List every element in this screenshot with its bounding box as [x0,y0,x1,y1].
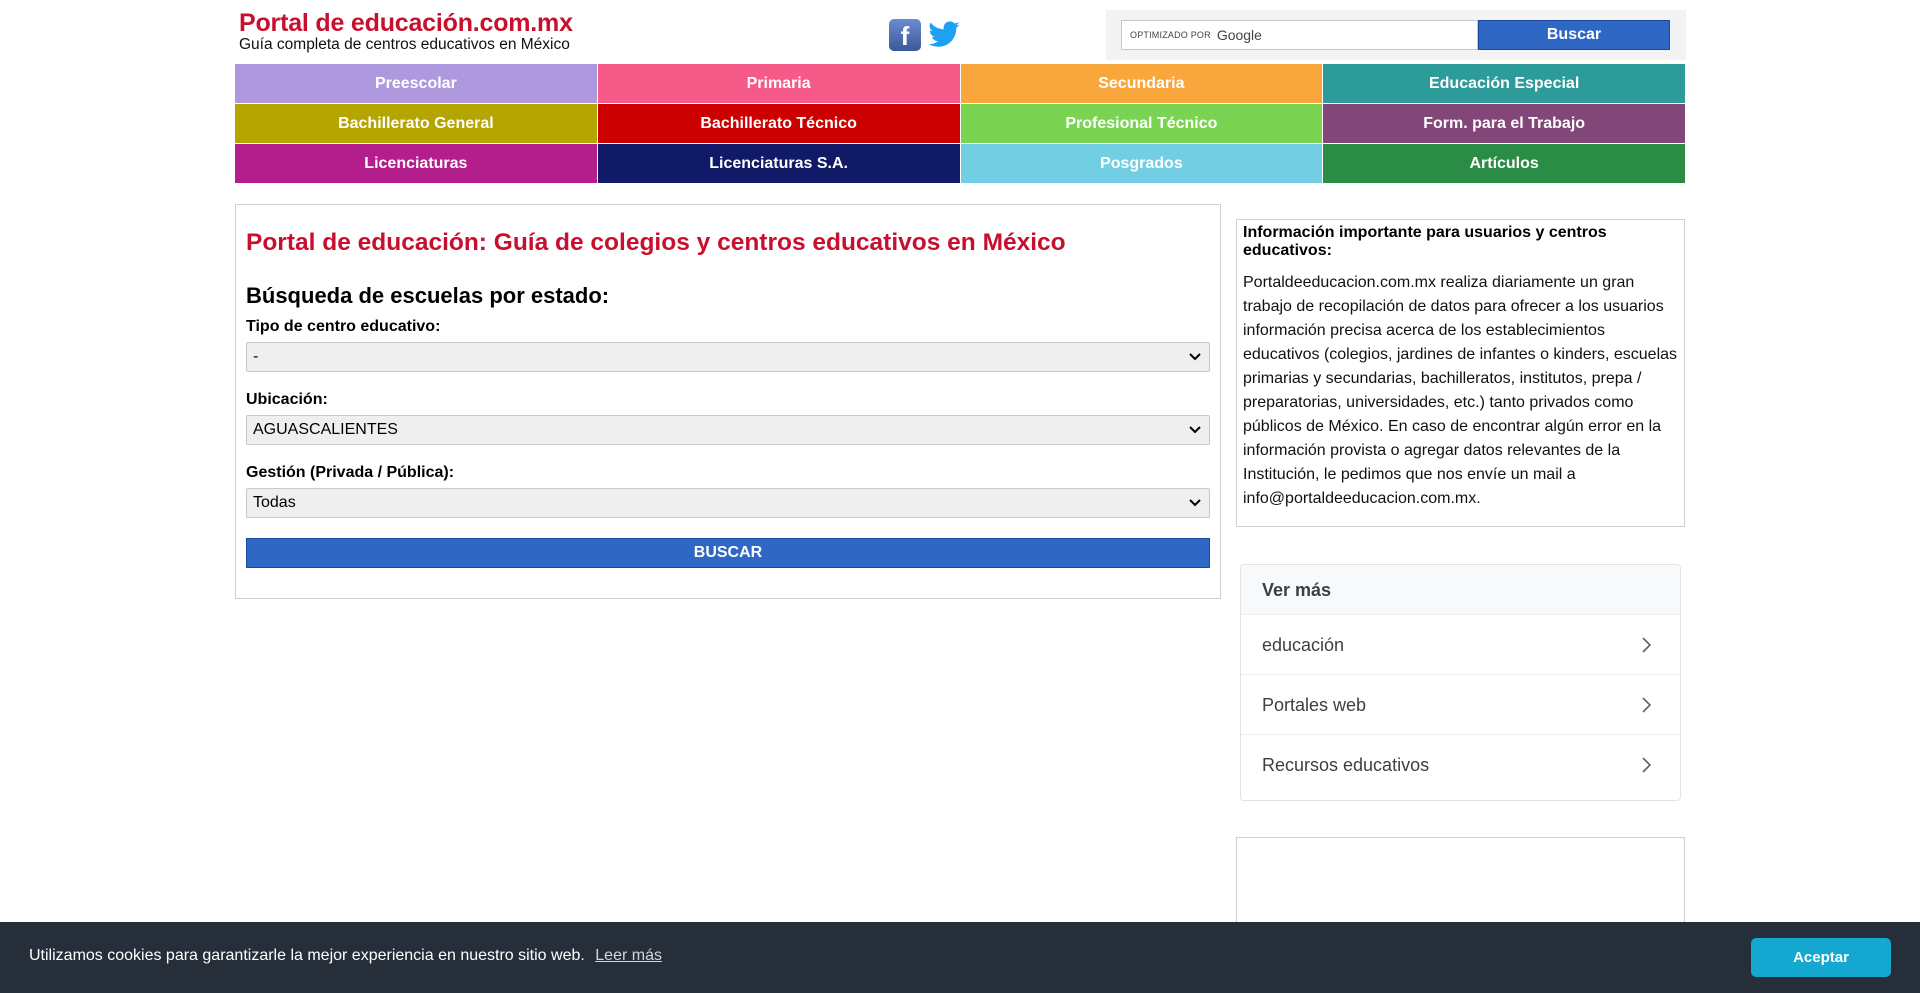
site-logo[interactable] [239,10,573,54]
accept-cookies-button[interactable]: Aceptar [1751,938,1891,977]
info-body: Portaldeeducacion.com.mx realiza diariamente un gran trabajo de recopilación de datos para ofrecer a los usuarios información precisa acerca de los establecimientos educativos (colegios, jardines de infantes o kinders, escuelas primarias y secundarias, bachilleratos, institutos, prepa / preparatorias, universidades, etc.) tanto privados como públicos de México. En caso de encontrar algún error en la información provista o agregar datos relevantes de la Institución, le pedimos que nos envíe un mail a info@portaldeeducacion.com.mx. [1243,274,1678,507]
type-label: Tipo de centro educativo: [246,318,441,335]
page-title: Portal de educación: Guía de colegios y centros educativos en México [246,229,1066,256]
search-button[interactable]: Buscar [1478,20,1670,50]
location-select[interactable] [246,415,1210,445]
location-select-value: AGUASCALIENTES [253,421,398,438]
related-link-label: Recursos educativos [1262,755,1430,775]
search-input[interactable] [1121,20,1478,50]
search-heading: Búsqueda de escuelas por estado: [246,283,610,308]
nav-item-educación-especial[interactable]: Educación Especial [1323,64,1685,103]
nav-item-bachillerato-técnico[interactable]: Bachillerato Técnico [598,104,960,143]
cookie-banner [0,922,1920,993]
search-panel [235,204,1221,599]
type-select-value: - [253,348,259,365]
cookie-learn-more-link[interactable]: Leer más [595,947,662,964]
chevron-down-icon [1187,348,1203,364]
type-select[interactable] [246,342,1210,372]
nav-item-secundaria[interactable]: Secundaria [961,64,1323,103]
header [235,0,1685,64]
related-link-label: educación [1262,635,1345,655]
nav-item-form-para-el-trabajo[interactable]: Form. para el Trabajo [1323,104,1685,143]
nav-item-posgrados[interactable]: Posgrados [961,144,1323,183]
nav-item-primaria[interactable]: Primaria [598,64,960,103]
management-select[interactable] [246,488,1210,518]
info-title: Información importante para usuarios y centros educativos: [1243,224,1607,259]
related-link-item[interactable] [1241,675,1680,735]
management-select-value: Todas [253,494,296,511]
management-label: Gestión (Privada / Pública): [246,464,455,481]
chevron-down-icon [1187,421,1203,437]
chevron-down-icon [1187,494,1203,510]
google-logo: Google [1216,27,1262,43]
cookie-text: Utilizamos cookies para garantizarle la mejor experiencia en nuestro sitio web. [29,947,585,964]
social-links [889,18,961,52]
nav-item-licenciaturas-s-a-[interactable]: Licenciaturas S.A. [598,144,960,183]
related-link-label: Portales web [1262,695,1367,715]
facebook-icon[interactable]: f [889,19,921,51]
nav-item-bachillerato-general[interactable]: Bachillerato General [235,104,597,143]
nav-item-preescolar[interactable]: Preescolar [235,64,597,103]
category-nav [235,64,1685,183]
chevron-right-icon [1640,756,1652,774]
cookie-message [29,947,662,965]
logo-title[interactable]: Portal de educación.com.mx [239,9,573,37]
chevron-right-icon [1640,696,1652,714]
related-links-heading: Ver más [1241,565,1680,615]
related-links [1240,564,1681,801]
related-links-list [1241,615,1680,795]
nav-item-artículos[interactable]: Artículos [1323,144,1685,183]
nav-item-licenciaturas[interactable]: Licenciaturas [235,144,597,183]
google-search [1106,10,1686,60]
related-link-item[interactable] [1241,735,1680,795]
info-box [1236,219,1685,527]
buscar-button[interactable]: BUSCAR [246,538,1210,568]
location-label: Ubicación: [246,391,328,408]
twitter-icon[interactable] [927,18,961,52]
chevron-right-icon [1640,636,1652,654]
related-link-item[interactable] [1241,615,1680,675]
nav-item-profesional-técnico[interactable]: Profesional Técnico [961,104,1323,143]
powered-by-label: OPTIMIZADO POR [1130,30,1211,40]
logo-subtitle: Guía completa de centros educativos en México [239,36,570,53]
